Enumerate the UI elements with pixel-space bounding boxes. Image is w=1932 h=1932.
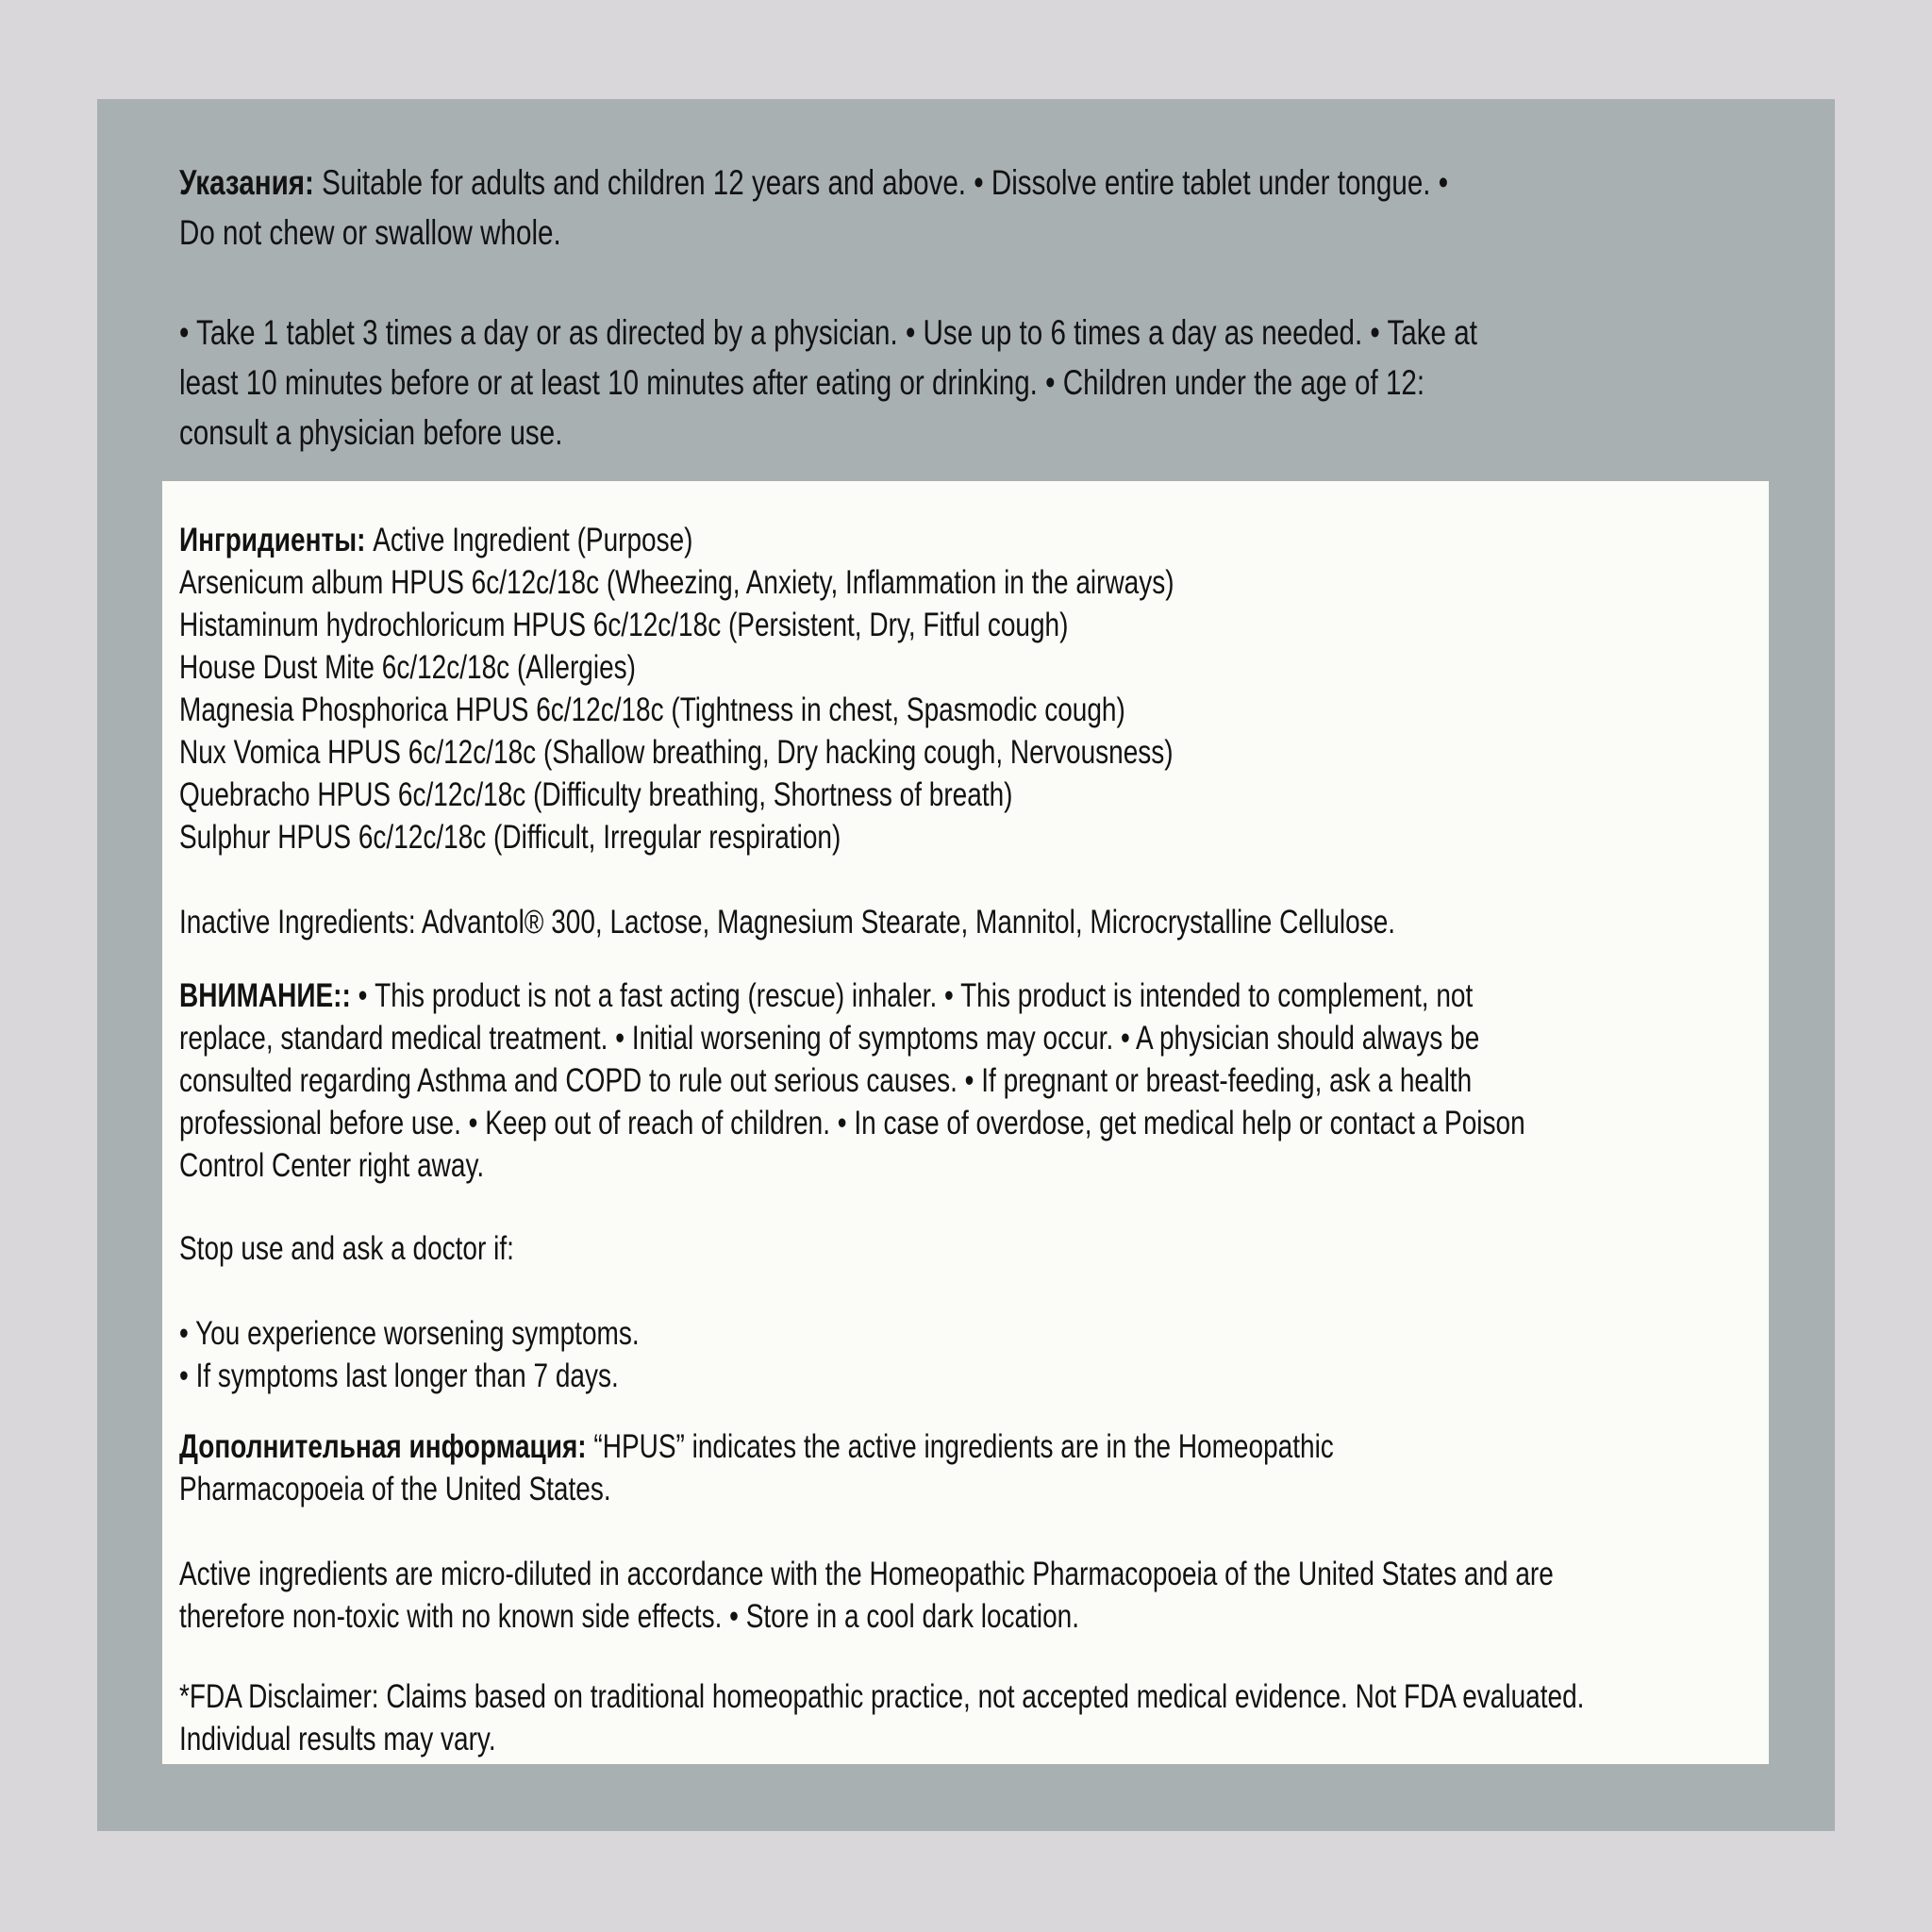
storage-line: therefore non-toxic with no known side effects. • Store in a cool dark location.	[179, 1598, 1080, 1635]
ingredients-heading: Ингридиенты:	[179, 522, 366, 558]
ingredient-item: Magnesia Phosphorica HPUS 6c/12c/18c (Tightness in chest, Spasmodic cough)	[179, 691, 1125, 728]
directions-text: Suitable for adults and children 12 years and above. • Dissolve entire tablet under tongue. •	[322, 163, 1449, 202]
warnings-line	[179, 974, 1745, 1017]
warnings-line: replace, standard medical treatment. • Initial worsening of symptoms may occur. • A physician should always be	[179, 1020, 1480, 1057]
additional-info-heading: Дополнительная информация:	[179, 1428, 587, 1465]
active-ingredients-section	[179, 519, 1745, 858]
directions-block	[179, 158, 1745, 458]
warnings-line: Control Center right away.	[179, 1147, 485, 1184]
ingredient-item: Sulphur HPUS 6c/12c/18c (Difficult, Irregular respiration)	[179, 819, 841, 856]
directions-panel	[97, 99, 1835, 1831]
additional-info-line	[179, 1425, 1745, 1468]
additional-info-line: Pharmacopoeia of the United States.	[179, 1471, 611, 1507]
warnings-section	[179, 974, 1745, 1187]
storage-line: Active ingredients are micro-diluted in accordance with the Homeopathic Pharmacopoeia of the United States and are	[179, 1556, 1554, 1592]
ingredient-item: Nux Vomica HPUS 6c/12c/18c (Shallow breathing, Dry hacking cough, Nervousness)	[179, 734, 1174, 771]
dosage-paragraph	[179, 308, 1745, 458]
ingredients-card	[162, 481, 1769, 1764]
directions-heading: Указания:	[179, 163, 314, 202]
stop-use-section	[179, 1227, 1745, 1270]
ingredients-heading-rest: Active Ingredient (Purpose)	[373, 522, 693, 558]
fda-disclaimer-line: Individual results may vary.	[179, 1721, 496, 1757]
inactive-ingredients-section	[179, 901, 1745, 943]
warnings-text: • This product is not a fast acting (rescue) inhaler. • This product is intended to complement, not	[358, 977, 1474, 1014]
additional-info-section	[179, 1425, 1745, 1510]
warnings-line: professional before use. • Keep out of reach of children. • In case of overdose, get medical help or contact a Poison	[179, 1105, 1525, 1141]
ingredient-item: Arsenicum album HPUS 6c/12c/18c (Wheezing, Anxiety, Inflammation in the airways)	[179, 564, 1174, 601]
ingredients-heading-line	[179, 519, 1745, 561]
directions-line: Do not chew or swallow whole.	[179, 213, 561, 252]
directions-paragraph	[179, 158, 1745, 258]
ingredient-item: Histaminum hydrochloricum HPUS 6c/12c/18c (Persistent, Dry, Fitful cough)	[179, 607, 1069, 643]
stop-use-intro: Stop use and ask a doctor if:	[179, 1230, 514, 1267]
dosage-line: consult a physician before use.	[179, 413, 563, 452]
additional-info-text: “HPUS” indicates the active ingredients are in the Homeopathic	[593, 1428, 1334, 1465]
storage-section	[179, 1553, 1745, 1638]
stop-use-bullets	[179, 1312, 1745, 1397]
ingredient-item: House Dust Mite 6c/12c/18c (Allergies)	[179, 649, 636, 686]
directions-line	[179, 158, 1745, 208]
ingredients-card-content	[179, 519, 1745, 1760]
stop-use-bullet: • You experience worsening symptoms.	[179, 1315, 640, 1352]
dosage-line: • Take 1 tablet 3 times a day or as directed by a physician. • Use up to 6 times a day as needed. • Take at	[179, 313, 1477, 352]
fda-disclaimer-line: *FDA Disclaimer: Claims based on traditional homeopathic practice, not accepted medical evidence. Not FDA evaluated.	[179, 1678, 1585, 1715]
dosage-line: least 10 minutes before or at least 10 minutes after eating or drinking. • Children under the age of 12:	[179, 363, 1425, 402]
warnings-heading: ВНИМАНИЕ::	[179, 977, 351, 1014]
warnings-line: consulted regarding Asthma and COPD to rule out serious causes. • If pregnant or breast-feeding, ask a health	[179, 1062, 1473, 1099]
inactive-ingredients-line: Inactive Ingredients: Advantol® 300, Lactose, Magnesium Stearate, Mannitol, Microcrystalline Cellulose.	[179, 904, 1396, 941]
stop-use-bullet: • If symptoms last longer than 7 days.	[179, 1357, 619, 1394]
fda-disclaimer-section	[179, 1675, 1745, 1760]
ingredient-item: Quebracho HPUS 6c/12c/18c (Difficulty breathing, Shortness of breath)	[179, 776, 1013, 813]
